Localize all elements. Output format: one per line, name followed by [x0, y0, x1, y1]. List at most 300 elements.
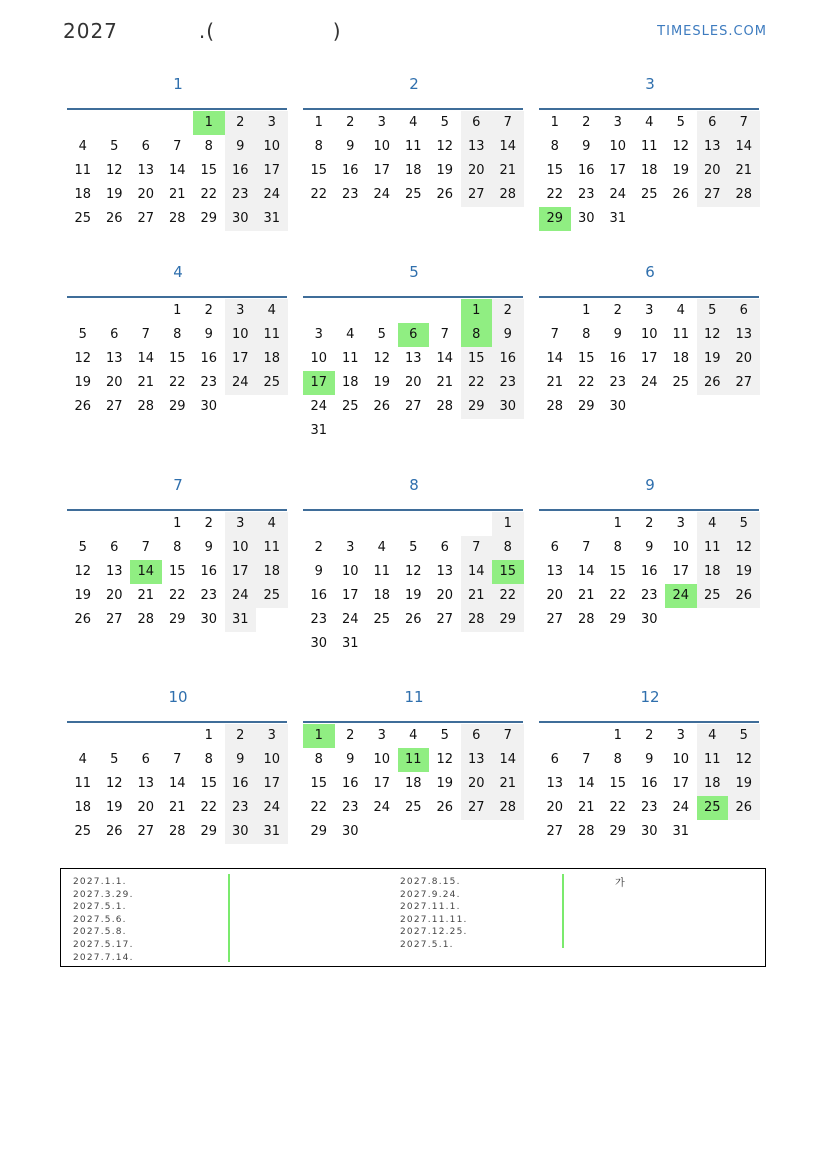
day-cell: 23 — [577, 187, 595, 202]
day-cell: 17 — [373, 776, 391, 791]
day-cell: 17 — [373, 163, 391, 178]
day-cell: 18 — [256, 560, 288, 584]
day-cell: 25 — [672, 375, 690, 390]
day-cell: 6 — [141, 752, 150, 767]
day-cell: 23 — [341, 187, 359, 202]
day-cell: 21 — [577, 800, 595, 815]
day-cell: 25 — [74, 211, 92, 226]
day-cell: 1 — [204, 728, 213, 743]
day-cell: 13 — [461, 135, 493, 159]
day-cell: 4 — [697, 512, 729, 536]
holiday-date: 2027.5.8. — [73, 927, 127, 938]
day-cell: 22 — [492, 584, 524, 608]
day-cell: 2 — [582, 115, 591, 130]
month-name: 5 — [409, 263, 419, 281]
day-cell: 11 — [74, 776, 92, 791]
day-cell: 24 — [640, 375, 658, 390]
day-cell: 4 — [346, 327, 355, 342]
day-cell: 30 — [640, 824, 658, 839]
day-cell: 24 — [672, 800, 690, 815]
day-cell: 22 — [609, 800, 627, 815]
day-cell: 20 — [105, 375, 123, 390]
day-cell: 30 — [310, 636, 328, 651]
day-cell: 29 — [577, 399, 595, 414]
day-cell: 9 — [492, 323, 524, 347]
day-cell: 5 — [409, 540, 418, 555]
day-cell: 14 — [137, 351, 155, 366]
holiday-date: 2027.3.29. — [73, 889, 134, 900]
day-cell: 24 — [373, 187, 391, 202]
day-cell: 12 — [697, 323, 729, 347]
day-cell: 27 — [461, 183, 493, 207]
day-cell: 8 — [173, 327, 182, 342]
day-cell: 8 — [173, 540, 182, 555]
day-cell: 31 — [310, 423, 328, 438]
day-cell: 12 — [672, 139, 690, 154]
day-cell: 29 — [609, 824, 627, 839]
day-cell: 10 — [609, 139, 627, 154]
day-cell: 9 — [582, 139, 591, 154]
day-cell: 20 — [436, 588, 454, 603]
month-rule — [303, 108, 523, 110]
day-cell: 21 — [168, 800, 186, 815]
day-cell: 1 — [550, 115, 559, 130]
day-cell: 27 — [137, 824, 155, 839]
month-name: 1 — [173, 75, 183, 93]
day-cell: 23 — [225, 183, 257, 207]
month-rule — [67, 296, 287, 298]
day-cell: 8 — [204, 752, 213, 767]
holiday-date: 2027.11.1. — [400, 902, 461, 913]
day-cell: 30 — [577, 211, 595, 226]
day-cell: 23 — [310, 612, 328, 627]
month-rule — [539, 509, 759, 511]
day-cell: 15 — [168, 351, 186, 366]
day-cell: 13 — [436, 564, 454, 579]
day-cell: 16 — [310, 588, 328, 603]
month-rule — [539, 108, 759, 110]
day-cell: 2 — [645, 728, 654, 743]
site-brand-link[interactable]: TIMESLES.COM — [657, 24, 767, 39]
day-cell: 3 — [346, 540, 355, 555]
day-cell: 2 — [225, 724, 257, 748]
day-cell: 18 — [404, 163, 422, 178]
day-cell: 9 — [204, 327, 213, 342]
day-cell: 31 — [609, 211, 627, 226]
holiday-marker-bar — [562, 874, 564, 948]
day-cell: 22 — [609, 588, 627, 603]
day-cell: 20 — [546, 588, 564, 603]
day-cell: 4 — [409, 728, 418, 743]
day-cell: 19 — [436, 163, 454, 178]
day-cell: 30 — [200, 399, 218, 414]
day-cell: 16 — [225, 772, 257, 796]
day-cell: 3 — [613, 115, 622, 130]
day-cell: 20 — [697, 159, 729, 183]
day-cell: 12 — [728, 748, 760, 772]
day-cell: 9 — [645, 752, 654, 767]
day-cell: 24 — [225, 371, 257, 395]
month-rule — [303, 296, 523, 298]
month-name: 10 — [168, 688, 188, 706]
day-cell: 25 — [74, 824, 92, 839]
day-cell: 21 — [577, 588, 595, 603]
day-cell: 5 — [728, 724, 760, 748]
month-rule — [539, 296, 759, 298]
holiday-note: 가 — [615, 878, 626, 889]
day-cell: 7 — [582, 540, 591, 555]
day-cell: 19 — [105, 187, 123, 202]
day-cell: 11 — [341, 351, 359, 366]
day-cell: 22 — [310, 800, 328, 815]
holiday-day-cell: 17 — [303, 371, 335, 395]
day-cell: 7 — [141, 540, 150, 555]
day-cell: 11 — [672, 327, 690, 342]
day-cell: 20 — [105, 588, 123, 603]
day-cell: 8 — [613, 752, 622, 767]
day-cell: 29 — [200, 824, 218, 839]
day-cell: 19 — [672, 163, 690, 178]
day-cell: 27 — [436, 612, 454, 627]
day-cell: 31 — [341, 636, 359, 651]
day-cell: 7 — [461, 536, 493, 560]
holiday-date: 2027.5.1. — [400, 939, 454, 950]
day-cell: 9 — [346, 752, 355, 767]
holiday-date: 2027.11.11. — [400, 914, 468, 925]
day-cell: 26 — [436, 187, 454, 202]
month-name: 6 — [645, 263, 655, 281]
day-cell: 10 — [640, 327, 658, 342]
day-cell: 26 — [697, 371, 729, 395]
day-cell: 25 — [256, 584, 288, 608]
day-cell: 28 — [168, 211, 186, 226]
day-cell: 9 — [225, 748, 257, 772]
day-cell: 29 — [492, 608, 524, 632]
day-cell: 2 — [314, 540, 323, 555]
day-cell: 6 — [461, 111, 493, 135]
day-cell: 28 — [577, 824, 595, 839]
day-cell: 26 — [728, 584, 760, 608]
day-cell: 26 — [373, 399, 391, 414]
day-cell: 14 — [492, 748, 524, 772]
day-cell: 9 — [225, 135, 257, 159]
day-cell: 7 — [728, 111, 760, 135]
day-cell: 3 — [256, 111, 288, 135]
day-cell: 18 — [404, 776, 422, 791]
day-cell: 23 — [200, 375, 218, 390]
day-cell: 16 — [640, 776, 658, 791]
day-cell: 28 — [461, 608, 493, 632]
day-cell: 4 — [645, 115, 654, 130]
day-cell: 5 — [697, 299, 729, 323]
day-cell: 1 — [492, 512, 524, 536]
day-cell: 23 — [640, 588, 658, 603]
day-cell: 21 — [492, 159, 524, 183]
holiday-date: 2027.1.1. — [73, 877, 127, 887]
month-name: 7 — [173, 476, 183, 494]
day-cell: 25 — [640, 187, 658, 202]
day-cell: 3 — [645, 303, 654, 318]
day-cell: 8 — [582, 327, 591, 342]
day-cell: 16 — [492, 347, 524, 371]
month-rule — [303, 721, 523, 723]
day-cell: 26 — [105, 211, 123, 226]
day-cell: 1 — [173, 303, 182, 318]
holiday-date: 2027.5.1. — [73, 902, 127, 913]
day-cell: 2 — [225, 111, 257, 135]
day-cell: 14 — [577, 564, 595, 579]
day-cell: 19 — [373, 375, 391, 390]
day-cell: 15 — [609, 564, 627, 579]
day-cell: 4 — [256, 299, 288, 323]
day-cell: 13 — [546, 776, 564, 791]
day-cell: 21 — [461, 584, 493, 608]
day-cell: 8 — [204, 139, 213, 154]
day-cell: 8 — [613, 540, 622, 555]
holiday-day-cell: 11 — [398, 748, 430, 772]
day-cell: 19 — [436, 776, 454, 791]
day-cell: 25 — [404, 800, 422, 815]
day-cell: 15 — [310, 776, 328, 791]
day-cell: 10 — [373, 752, 391, 767]
day-cell: 10 — [341, 564, 359, 579]
day-cell: 22 — [310, 187, 328, 202]
day-cell: 17 — [256, 772, 288, 796]
day-cell: 24 — [256, 183, 288, 207]
day-cell: 11 — [404, 139, 422, 154]
day-cell: 22 — [200, 800, 218, 815]
day-cell: 19 — [105, 800, 123, 815]
day-cell: 7 — [492, 111, 524, 135]
day-cell: 29 — [200, 211, 218, 226]
day-cell: 7 — [141, 327, 150, 342]
day-cell: 30 — [609, 399, 627, 414]
holiday-list-column-1 — [73, 876, 134, 964]
day-cell: 1 — [582, 303, 591, 318]
day-cell: 6 — [110, 327, 119, 342]
day-cell: 6 — [440, 540, 449, 555]
day-cell: 26 — [74, 399, 92, 414]
day-cell: 18 — [74, 800, 92, 815]
day-cell: 2 — [492, 299, 524, 323]
month-rule — [67, 108, 287, 110]
day-cell: 8 — [550, 139, 559, 154]
holiday-list-box — [60, 868, 766, 967]
day-cell: 13 — [137, 163, 155, 178]
day-cell: 3 — [225, 299, 257, 323]
day-cell: 16 — [577, 163, 595, 178]
day-cell: 18 — [341, 375, 359, 390]
day-cell: 28 — [728, 183, 760, 207]
day-cell: 27 — [546, 824, 564, 839]
day-cell: 28 — [137, 612, 155, 627]
day-cell: 16 — [341, 776, 359, 791]
day-cell: 17 — [672, 564, 690, 579]
day-cell: 26 — [74, 612, 92, 627]
day-cell: 14 — [728, 135, 760, 159]
day-cell: 14 — [492, 135, 524, 159]
day-cell: 19 — [404, 588, 422, 603]
day-cell: 14 — [577, 776, 595, 791]
day-cell: 13 — [461, 748, 493, 772]
holiday-date: 2027.5.17. — [73, 939, 134, 950]
day-cell: 24 — [310, 399, 328, 414]
day-cell: 10 — [672, 752, 690, 767]
day-cell: 12 — [105, 163, 123, 178]
holiday-date: 2027.7.14. — [73, 952, 134, 963]
day-cell: 13 — [546, 564, 564, 579]
day-cell: 18 — [672, 351, 690, 366]
day-cell: 27 — [404, 399, 422, 414]
day-cell: 4 — [78, 139, 87, 154]
day-cell: 30 — [492, 395, 524, 419]
day-cell: 16 — [225, 159, 257, 183]
day-cell: 19 — [74, 375, 92, 390]
day-cell: 15 — [546, 163, 564, 178]
page-title: 2027 .( ) — [63, 19, 342, 43]
day-cell: 23 — [609, 375, 627, 390]
day-cell: 4 — [697, 724, 729, 748]
day-cell: 6 — [728, 299, 760, 323]
holiday-marker-bar — [228, 874, 230, 962]
day-cell: 15 — [577, 351, 595, 366]
day-cell: 17 — [225, 560, 257, 584]
day-cell: 2 — [346, 728, 355, 743]
day-cell: 4 — [256, 512, 288, 536]
day-cell: 23 — [200, 588, 218, 603]
day-cell: 19 — [728, 560, 760, 584]
day-cell: 31 — [256, 820, 288, 844]
day-cell: 17 — [256, 159, 288, 183]
holiday-date: 2027.5.6. — [73, 914, 127, 925]
day-cell: 26 — [436, 800, 454, 815]
day-cell: 27 — [137, 211, 155, 226]
holiday-day-cell: 8 — [461, 323, 493, 347]
day-cell: 20 — [546, 800, 564, 815]
month-rule — [539, 721, 759, 723]
day-cell: 11 — [256, 323, 288, 347]
holiday-list-column-2 — [400, 876, 468, 952]
day-cell: 12 — [436, 139, 454, 154]
day-cell: 18 — [256, 347, 288, 371]
day-cell: 9 — [645, 540, 654, 555]
day-cell: 22 — [546, 187, 564, 202]
holiday-date: 2027.9.24. — [400, 889, 461, 900]
month-name: 9 — [645, 476, 655, 494]
day-cell: 2 — [645, 516, 654, 531]
day-cell: 28 — [546, 399, 564, 414]
holiday-day-cell: 1 — [461, 299, 493, 323]
day-cell: 9 — [314, 564, 323, 579]
day-cell: 1 — [613, 516, 622, 531]
day-cell: 19 — [697, 347, 729, 371]
day-cell: 18 — [697, 772, 729, 796]
day-cell: 26 — [404, 612, 422, 627]
day-cell: 7 — [173, 752, 182, 767]
day-cell: 18 — [74, 187, 92, 202]
day-cell: 10 — [225, 536, 257, 560]
day-cell: 16 — [200, 564, 218, 579]
day-cell: 2 — [204, 303, 213, 318]
day-cell: 30 — [640, 612, 658, 627]
holiday-date: 2027.12.25. — [400, 927, 468, 938]
day-cell: 12 — [373, 351, 391, 366]
day-cell: 29 — [609, 612, 627, 627]
day-cell: 28 — [436, 399, 454, 414]
day-cell: 24 — [609, 187, 627, 202]
day-cell: 11 — [373, 564, 391, 579]
day-cell: 27 — [105, 612, 123, 627]
day-cell: 12 — [728, 536, 760, 560]
day-cell: 23 — [640, 800, 658, 815]
day-cell: 27 — [728, 371, 760, 395]
day-cell: 21 — [728, 159, 760, 183]
day-cell: 9 — [346, 139, 355, 154]
day-cell: 12 — [74, 564, 92, 579]
day-cell: 11 — [697, 536, 729, 560]
day-cell: 10 — [310, 351, 328, 366]
day-cell: 10 — [225, 323, 257, 347]
day-cell: 31 — [225, 608, 257, 632]
day-cell: 15 — [200, 776, 218, 791]
day-cell: 17 — [225, 347, 257, 371]
day-cell: 3 — [377, 728, 386, 743]
day-cell: 6 — [697, 111, 729, 135]
day-cell: 28 — [137, 399, 155, 414]
day-cell: 28 — [492, 796, 524, 820]
day-cell: 3 — [225, 512, 257, 536]
day-cell: 16 — [609, 351, 627, 366]
month-name: 12 — [640, 688, 660, 706]
day-cell: 28 — [492, 183, 524, 207]
day-cell: 6 — [550, 540, 559, 555]
day-cell: 7 — [582, 752, 591, 767]
day-cell: 18 — [640, 163, 658, 178]
day-cell: 5 — [78, 540, 87, 555]
day-cell: 2 — [613, 303, 622, 318]
month-name: 3 — [645, 75, 655, 93]
day-cell: 3 — [676, 728, 685, 743]
day-cell: 15 — [461, 347, 493, 371]
day-cell: 24 — [225, 584, 257, 608]
day-cell: 9 — [613, 327, 622, 342]
day-cell: 14 — [168, 163, 186, 178]
day-cell: 15 — [200, 163, 218, 178]
day-cell: 20 — [137, 187, 155, 202]
day-cell: 17 — [672, 776, 690, 791]
day-cell: 5 — [440, 115, 449, 130]
day-cell: 25 — [256, 371, 288, 395]
day-cell: 27 — [546, 612, 564, 627]
day-cell: 4 — [377, 540, 386, 555]
day-cell: 13 — [105, 564, 123, 579]
day-cell: 1 — [173, 516, 182, 531]
day-cell: 7 — [492, 724, 524, 748]
day-cell: 18 — [373, 588, 391, 603]
day-cell: 14 — [168, 776, 186, 791]
day-cell: 20 — [461, 772, 493, 796]
day-cell: 4 — [78, 752, 87, 767]
holiday-day-cell: 15 — [492, 560, 524, 584]
day-cell: 17 — [640, 351, 658, 366]
day-cell: 28 — [168, 824, 186, 839]
day-cell: 29 — [168, 612, 186, 627]
day-cell: 29 — [310, 824, 328, 839]
day-cell: 6 — [461, 724, 493, 748]
day-cell: 7 — [173, 139, 182, 154]
day-cell: 19 — [74, 588, 92, 603]
month-rule — [303, 509, 523, 511]
